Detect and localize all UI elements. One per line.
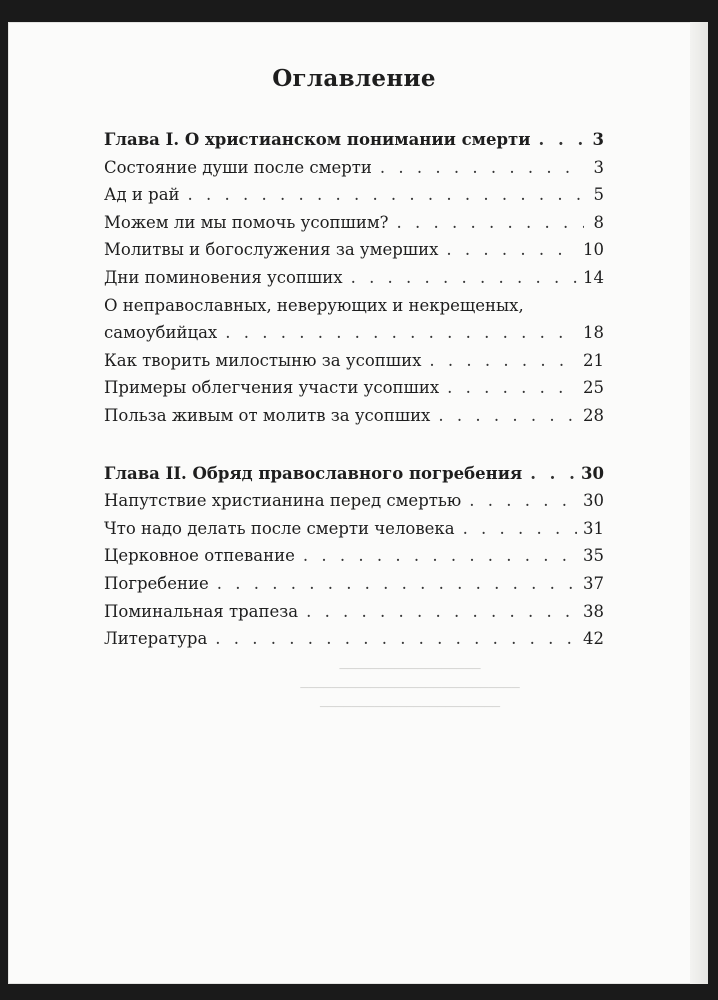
- toc-entry[interactable]: [104, 154, 604, 182]
- toc-entry[interactable]: [104, 347, 604, 375]
- leader-dots: [306, 598, 577, 626]
- chapter-spacer: [104, 430, 604, 460]
- toc-entry[interactable]: [104, 570, 604, 598]
- page-number: 25: [583, 378, 604, 398]
- page-number: 30: [581, 463, 604, 483]
- page-number: 35: [583, 546, 604, 566]
- entry-label: Церковное отпевание: [104, 546, 295, 566]
- leader-dots: [438, 402, 577, 430]
- page-number: 30: [583, 491, 604, 511]
- leader-dots: [447, 374, 577, 402]
- toc-title: Оглавление: [272, 65, 436, 92]
- leader-dots: [469, 487, 577, 515]
- entry-label: Дни поминовения усопших: [104, 267, 343, 287]
- entry-label: Напутствие христианина перед смертью: [104, 491, 462, 511]
- entry-label: Состояние души после смерти: [104, 157, 372, 177]
- page-number: 42: [583, 629, 604, 649]
- entry-label: Погребение: [104, 573, 209, 593]
- toc-entry[interactable]: [104, 374, 604, 402]
- leader-dots: [446, 236, 577, 264]
- page-edge: [690, 22, 708, 984]
- page-number: 38: [583, 601, 604, 621]
- page-number: 8: [593, 212, 604, 232]
- leader-dots: [225, 319, 577, 347]
- chapter-heading[interactable]: [104, 126, 604, 154]
- leader-dots: [215, 625, 577, 653]
- toc-entry[interactable]: [104, 487, 604, 515]
- leader-dots: [397, 209, 584, 237]
- entry-label: Польза живым от молитв за усопших: [104, 405, 431, 425]
- toc-entry[interactable]: [104, 236, 604, 264]
- entry-label: Литература: [104, 629, 208, 649]
- entry-label: Глава I. О христианском понимании смерти: [104, 130, 531, 149]
- leader-dots: [303, 542, 577, 570]
- entry-label: Что надо делать после смерти человека: [104, 518, 455, 538]
- toc-entry[interactable]: [104, 402, 604, 430]
- leader-dots: [538, 126, 584, 154]
- entry-label: Поминальная трапеза: [104, 601, 299, 621]
- leader-dots: [429, 347, 577, 375]
- entry-label: самоубийцах: [104, 323, 218, 343]
- entry-label: Глава II. Обряд православного погребения: [104, 463, 523, 483]
- entry-label: Примеры облегчения участи усопших: [104, 378, 440, 398]
- page-number: 28: [583, 405, 604, 425]
- leader-dots: [463, 515, 577, 543]
- entry-label: Как творить милостыню за усопших: [104, 350, 422, 370]
- toc-entry[interactable]: [104, 264, 604, 292]
- toc-entry[interactable]: [104, 625, 604, 653]
- page-number: 18: [583, 323, 604, 343]
- toc-entry[interactable]: [104, 598, 604, 626]
- table-of-contents: [104, 60, 604, 653]
- chapter-2: [104, 460, 604, 653]
- page-number: 21: [583, 350, 604, 370]
- toc-entry[interactable]: [104, 515, 604, 543]
- page-number: 14: [583, 267, 604, 287]
- entry-label: Молитвы и богослужения за умерших: [104, 240, 439, 260]
- page-number: 5: [593, 185, 604, 205]
- page-number: 10: [583, 240, 604, 260]
- toc-entry[interactable]: [104, 181, 604, 209]
- toc-entry[interactable]: [104, 542, 604, 570]
- reverse-side-bleed-through: ────────────────── ──────────────────────────── ───────────────────────: [300, 662, 520, 715]
- page-number: 37: [583, 573, 604, 593]
- chapter-heading[interactable]: [104, 460, 604, 488]
- page-number: 31: [583, 518, 604, 538]
- chapter-1: [104, 126, 604, 430]
- leader-dots: [530, 460, 575, 488]
- entry-label-line1: О неправославных, неверующих и некрещеных,: [104, 295, 524, 315]
- leader-dots: [351, 264, 577, 292]
- toc-entry-multiline[interactable]: [104, 292, 604, 347]
- leader-dots: [188, 181, 584, 209]
- page-number: 3: [593, 157, 604, 177]
- leader-dots: [217, 570, 577, 598]
- leader-dots: [380, 154, 584, 182]
- toc-entry[interactable]: [104, 209, 604, 237]
- entry-label: Можем ли мы помочь усопшим?: [104, 212, 389, 232]
- page-number: 3: [592, 130, 604, 149]
- entry-label: Ад и рай: [104, 185, 180, 205]
